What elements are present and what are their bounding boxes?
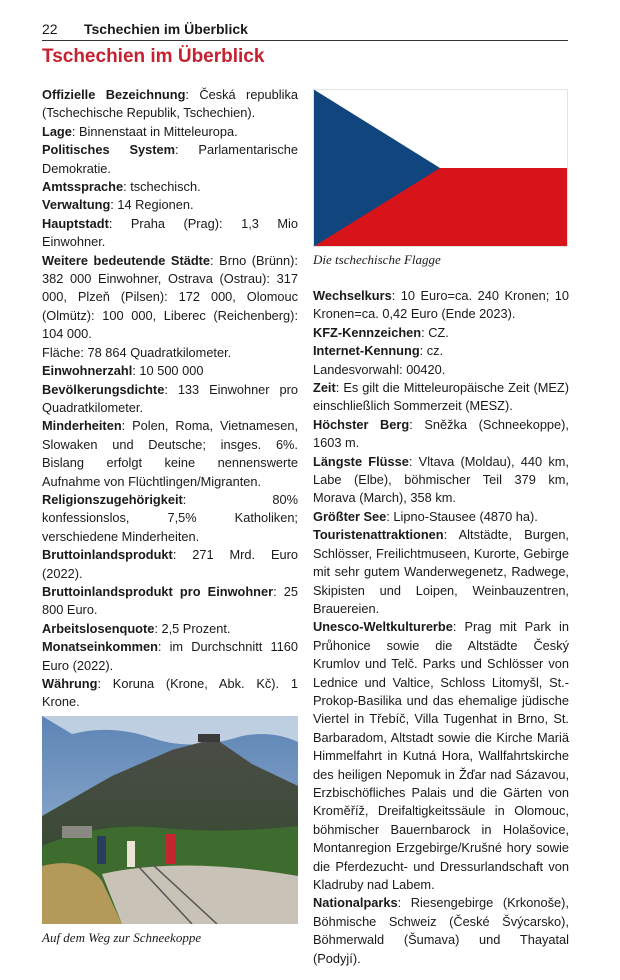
photo-caption: Auf dem Weg zur Schneekoppe	[42, 930, 202, 945]
fact-label: Verwaltung	[42, 197, 111, 213]
fact-entry	[42, 196, 298, 214]
fact-label: Währung	[42, 676, 98, 691]
fact-label: Höchster Berg	[313, 416, 410, 432]
fact-label: Nationalparks	[313, 895, 398, 911]
fact-text: : Altstädte, Burgen, Schlösser, Freilichtmuseen, Kurorte, Gebirge mit sehr gutem Wanderwegenetz, Radwege, Skipisten und Loipen, Weinbauzentren, Brauereien.	[313, 527, 569, 616]
fact-text: : Prag mit Park in Průhonice sowie die Altstädte Český Krumlov und Telč. Parks und Schlösser von Lednice und Valtice, Schloss Litomyšl, St.-Prokop-Basilika und das ehemalige jüdische Viertel in Třebíč, Villa Tugenhat in Brno, St. Barbaradom, Altstadt sowie die Kirche Mariä Himmelfahrt in Kutná Hora, Wallfahrtskirche des heiligen Nepomuk in Žďar nad Sázavou, Erzbischöfliches Palais und die Gärten von Kroměříž, Dreifaltigkeitssäule in Olomouc, böhmischer Bauernbarock in Holašovice, Montanregion Erzgebirge/Krušné hory sowie die Pferdezucht- und Dressurlandschaft von Kladruby nad Labem.	[313, 619, 569, 892]
fact-entry	[42, 178, 298, 196]
fact-entry	[313, 342, 569, 360]
fact-label: Bruttoinlandsprodukt pro Einwohner	[42, 583, 274, 599]
fact-label: Bruttoinlandsprodukt	[42, 547, 173, 563]
page-number: 22	[42, 21, 58, 37]
fact-entry	[313, 324, 569, 342]
fact-entry	[42, 675, 298, 712]
fact-entry	[313, 894, 569, 968]
fact-entry	[313, 618, 569, 894]
fact-entry	[42, 252, 298, 344]
fact-label: Zeit	[313, 380, 336, 396]
fact-entry	[313, 361, 569, 379]
fact-text: : 80% konfessionslos, 7,5% Katholiken; verschiedene Minderheiten.	[42, 491, 298, 544]
fact-label: Größter See	[313, 508, 387, 524]
fact-entry	[313, 287, 569, 324]
fact-entry	[42, 362, 298, 380]
right-column	[313, 287, 569, 968]
fact-label: Weitere bedeutende Städte	[42, 252, 211, 268]
fact-text: : Polen, Roma, Vietnamesen, Slowaken und Deutsche; insges. 6%. Bislang erfolgt keine nennenswerte Aufnahme von Flüchtlingen/Migranten.	[42, 418, 298, 489]
fact-label: Lage	[42, 123, 72, 139]
fact-entry	[313, 453, 569, 508]
fact-text: : Lipno-Stausee (4870 ha).	[386, 508, 538, 524]
page-title: Tschechien im Überblick	[42, 46, 265, 67]
fact-label: Längste Flüsse	[313, 453, 409, 469]
running-title: Tschechien im Überblick	[84, 21, 248, 37]
flag-caption: Die tschechische Flagge	[313, 252, 441, 267]
fact-entry	[42, 638, 298, 675]
fact-entry	[42, 381, 298, 418]
fact-text: : 10 500 000	[132, 363, 204, 379]
fact-label: Bevölkerungsdichte	[42, 381, 165, 397]
fact-text: : Česká republika (Tschechische Republik, Tschechien).	[42, 87, 298, 121]
fact-text: Fläche: 78 864 Quadratkilometer.	[42, 344, 232, 360]
fact-label: Arbeitslosenquote	[42, 620, 155, 636]
fact-entry	[42, 620, 298, 638]
fact-text: : 14 Regionen.	[110, 197, 194, 213]
fact-text: : Koruna (Krone, Abk. Kč). 1 Krone.	[42, 676, 298, 710]
fact-label: KFZ-Kennzeichen	[313, 324, 422, 340]
fact-entry	[42, 215, 298, 252]
fact-text: : Riesengebirge (Krkonoše), Böhmische Schweiz (České Švýcarsko), Böhmerwald (Šumava) und Thayatal (Podyjí).	[313, 895, 569, 966]
fact-label: Religionszugehörigkeit	[42, 491, 183, 507]
fact-label: Unesco-Weltkulturerbe	[313, 619, 453, 635]
fact-entry	[313, 416, 569, 453]
fact-text: : 133 Einwohner pro Quadratkilometer.	[42, 381, 298, 415]
fact-text: : Es gilt die Mitteleuropäische Zeit (MEZ) einschließlich Sommerzeit (MESZ).	[313, 380, 569, 414]
fact-text: : Vltava (Moldau), 440 km, Labe (Elbe), böhmischer Teil 379 km, Morava (March), 358 km.	[313, 453, 569, 506]
fact-entry	[42, 417, 298, 491]
fact-label: Einwohnerzahl	[42, 363, 133, 379]
fact-entry	[42, 344, 298, 362]
fact-label: Minderheiten	[42, 418, 122, 434]
fact-entry	[42, 141, 298, 178]
fact-text: : Brno (Brünn): 382 000 Einwohner, Ostrava (Ostrau): 317 000, Plzeň (Pilsen): 172 000, Olomouc (Olmütz): 100 000, Liberec (Reichenberg): 104 000.	[42, 252, 298, 342]
fact-text: : Sněžka (Schneekoppe), 1603 m.	[313, 416, 569, 451]
fact-text: : 2,5 Prozent.	[154, 620, 231, 636]
fact-text: : Praha (Prag): 1,3 Mio Einwohner.	[42, 215, 298, 250]
fact-entry	[42, 546, 298, 583]
fact-label: Politisches System	[42, 142, 175, 158]
fact-text: : cz.	[419, 343, 444, 359]
czech-flag-image	[313, 89, 568, 247]
fact-entry	[42, 583, 298, 620]
fact-entry	[42, 491, 298, 546]
fact-text: : Binnenstaat in Mitteleuropa.	[71, 123, 238, 139]
page-header	[42, 18, 568, 41]
fact-label: Wechselkurs	[313, 288, 392, 303]
fact-entry	[313, 508, 569, 526]
fact-text: : 25 800 Euro.	[42, 583, 298, 618]
fact-label: Internet-Kennung	[313, 343, 420, 359]
fact-text: : im Durchschnitt 1160 Euro (2022).	[42, 639, 298, 673]
fact-text: : Parlamentarische Demokratie.	[42, 142, 298, 176]
fact-text: : 10 Euro=ca. 240 Kronen; 10 Kronen=ca. 0,42 Euro (Ende 2023).	[313, 288, 569, 322]
fact-label: Monatseinkommen	[42, 639, 158, 655]
fact-text: : tschechisch.	[123, 179, 201, 195]
fact-entry	[42, 123, 298, 141]
fact-label: Touristenattraktionen	[313, 527, 444, 543]
fact-label: Hauptstadt	[42, 215, 109, 231]
fact-entry	[313, 379, 569, 416]
mountain-photo	[42, 716, 298, 924]
fact-text: : 271 Mrd. Euro (2022).	[42, 547, 298, 581]
left-column	[42, 86, 298, 712]
fact-text: : CZ.	[421, 324, 449, 340]
fact-label: Offizielle Bezeichnung	[42, 87, 186, 102]
fact-entry	[313, 526, 569, 618]
fact-text: Landesvorwahl: 00420.	[313, 361, 446, 377]
fact-entry	[42, 86, 298, 123]
fact-label: Amtssprache	[42, 179, 124, 195]
